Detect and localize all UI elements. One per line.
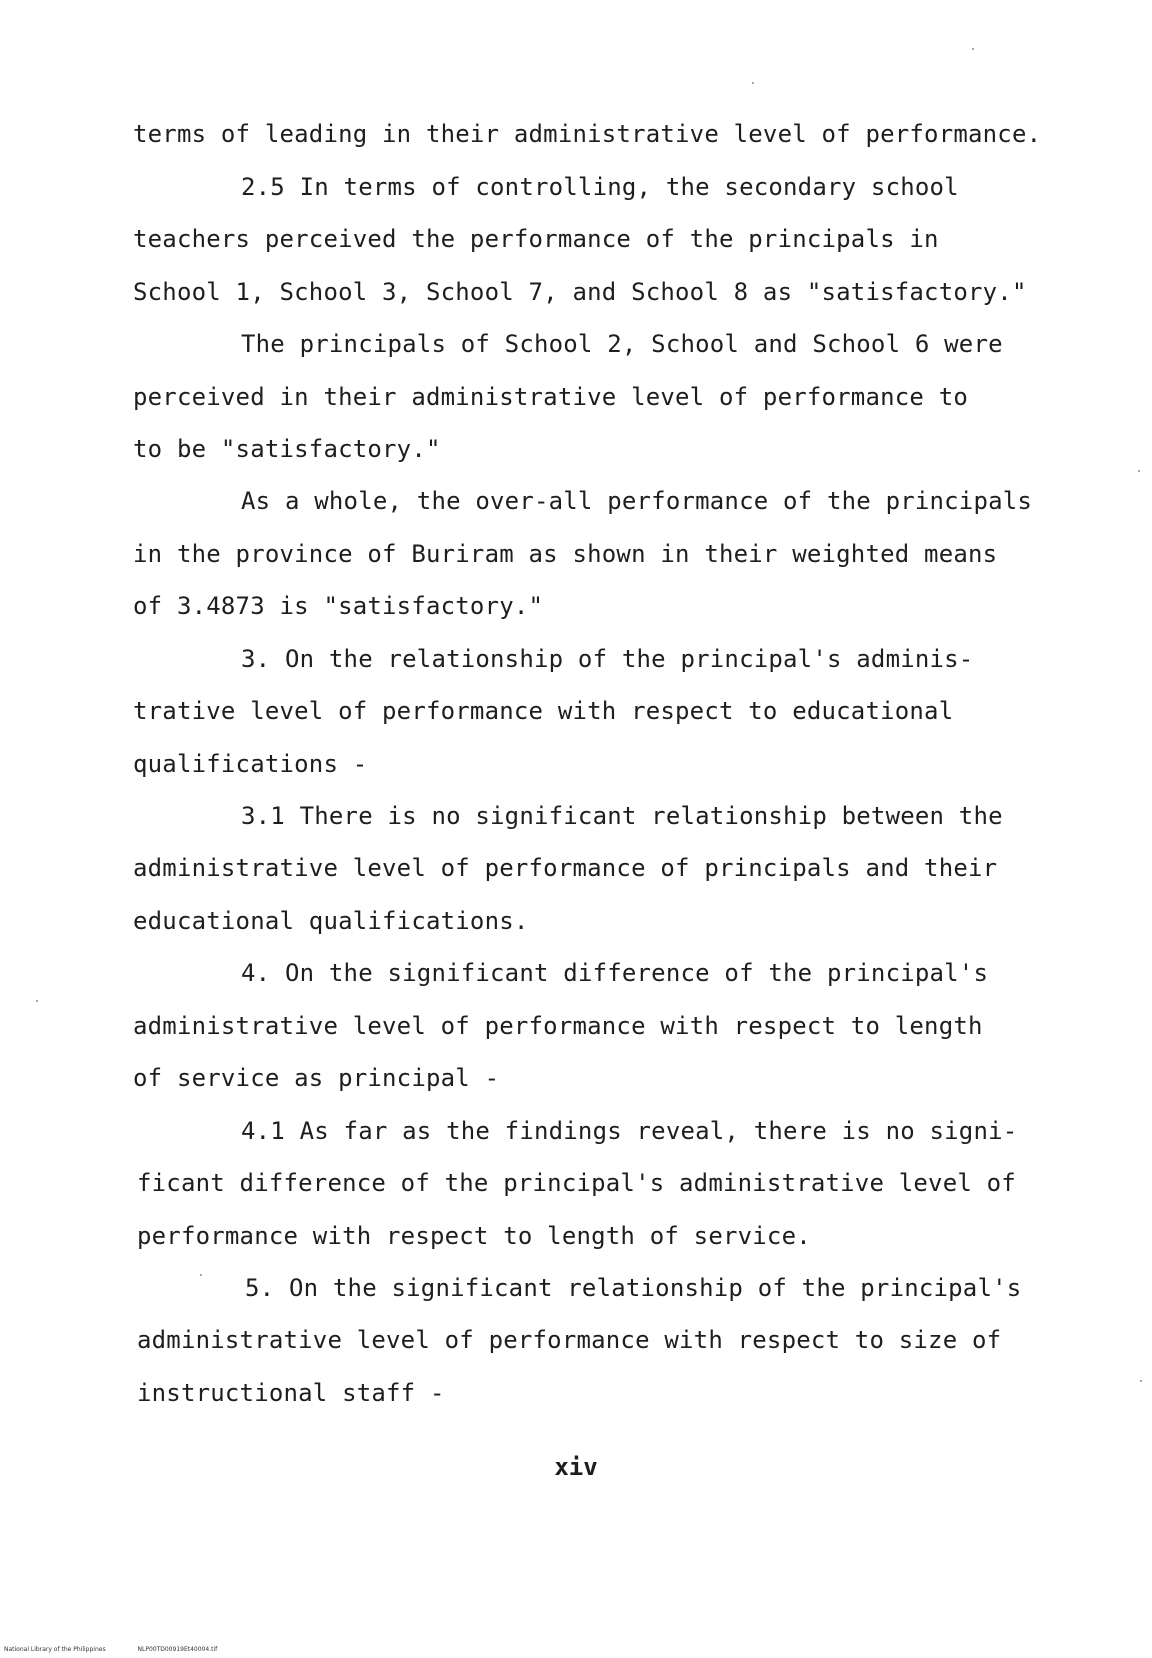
text-line: School 1, School 3, School 7, and School 8 as "satisfactory." bbox=[133, 278, 1027, 306]
text-line: instructional staff - bbox=[137, 1379, 445, 1407]
text-line: trative level of performance with respect to educational bbox=[133, 697, 954, 725]
text-line: administrative level of performance with respect to size of bbox=[137, 1326, 1002, 1354]
scan-footer bbox=[4, 1646, 247, 1654]
scan-speck bbox=[1138, 470, 1140, 472]
scan-speck bbox=[972, 48, 974, 50]
scan-speck bbox=[36, 1000, 38, 1002]
scan-speck bbox=[752, 82, 754, 84]
text-line: to be "satisfactory." bbox=[133, 435, 441, 463]
text-line: ficant difference of the principal's administrative level of bbox=[137, 1169, 1016, 1197]
text-line: 2.5 In terms of controlling, the secondary school bbox=[241, 173, 959, 201]
text-line: The principals of School 2, School and School 6 were bbox=[241, 330, 1003, 358]
text-line: perceived in their administrative level of performance to bbox=[133, 383, 969, 411]
text-line: qualifications - bbox=[133, 750, 368, 778]
scan-speck bbox=[200, 1274, 202, 1276]
text-line: of service as principal - bbox=[133, 1064, 500, 1092]
text-line: As a whole, the over-all performance of the principals bbox=[241, 487, 1033, 515]
text-line: 4.1 As far as the findings reveal, there is no signi- bbox=[241, 1117, 1018, 1145]
text-line: 3.1 There is no significant relationship between the bbox=[241, 802, 1003, 830]
text-line: teachers perceived the performance of the principals in bbox=[133, 225, 939, 253]
page-number: xiv bbox=[554, 1453, 598, 1481]
text-line: administrative level of performance with respect to length bbox=[133, 1012, 983, 1040]
scan-speck bbox=[1140, 1380, 1142, 1382]
text-line: performance with respect to length of service. bbox=[137, 1222, 811, 1250]
text-line: 3. On the relationship of the principal's adminis- bbox=[241, 645, 974, 673]
library-credit: National Library of the Philippines bbox=[4, 1646, 106, 1653]
text-line: 5. On the significant relationship of the principal's bbox=[245, 1274, 1022, 1302]
text-line: in the province of Buriram as shown in their weighted means bbox=[133, 540, 998, 568]
file-id: NLP00TD00919Et40004.tif bbox=[137, 1646, 218, 1653]
text-line: 4. On the significant difference of the principal's bbox=[241, 959, 989, 987]
text-line: of 3.4873 is "satisfactory." bbox=[133, 592, 544, 620]
text-line: administrative level of performance of principals and their bbox=[133, 854, 998, 882]
text-line: educational qualifications. bbox=[133, 907, 529, 935]
text-line: terms of leading in their administrative level of performance. bbox=[133, 120, 1042, 148]
